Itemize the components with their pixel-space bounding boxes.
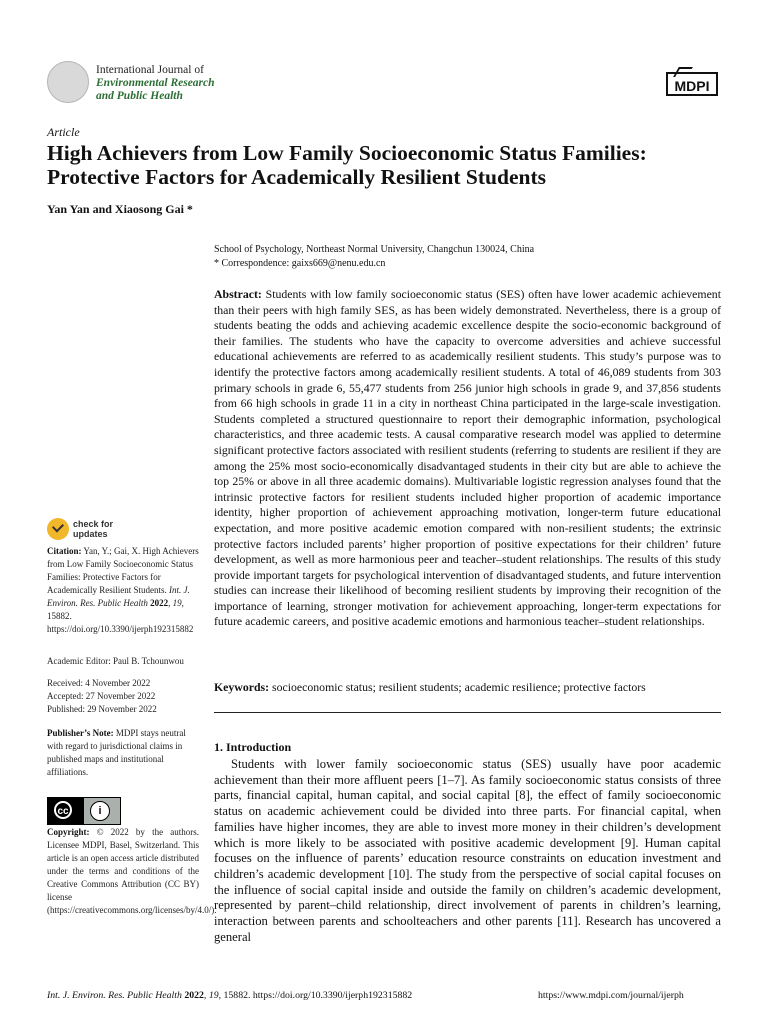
copyright-label: Copyright: [47, 827, 90, 837]
footer-journal-url[interactable]: https://www.mdpi.com/journal/ijerph [538, 990, 684, 1001]
citation-label: Citation: [47, 546, 82, 556]
footer-doi[interactable]: , 15882. https://doi.org/10.3390/ijerph192315882 [218, 990, 413, 1001]
journal-name-line1: International Journal of [96, 64, 204, 76]
journal-name[interactable] [96, 64, 215, 103]
article-type: Article [47, 125, 80, 139]
citation-text: Yan, Y.; Gai, X. High Achievers from Low Family Socioeconomic Status Families: Protective Factors for Academically Resilient Students. [47, 546, 199, 595]
footer-volume: 19 [208, 990, 219, 1001]
check-updates-icon [47, 518, 69, 540]
section-divider [214, 712, 721, 713]
accepted-date: Accepted: 27 November 2022 [47, 691, 156, 701]
abstract-text: Students with low family socioeconomic status (SES) often have lower academic achievement than their peers with high family SES, as has been widely demonstrated. Nevertheless, there is a group of students beating the odds and achieving academic excellence despite the socio-economic background of their families. The students who have the capacity to overcome adversities and achieve successful educational achievements are referred to as academically resilient students. This study’s purpose was to identify the protective factors among academically resilient students. A total of 46,089 students from 303 primary schools in grade 6, 55,477 students from 256 junior high schools in grade 9, and 37,856 students from 66 high schools in grade 11 in a city in northeast China participated in the large-scale investigation. Students completed a structured questionnaire to report their demographic information, psychological characteristics, and three academic tests. A causal comparative research model was applied to determine significant protective factors associated with resilient students (referring to students are resilient if they are among the 25% most socio-economically disadvantaged students in their city but are able to achieve the top 25% or above in all three academic domains). Multivariable logistic regression analyses found that the intrinsic protective factors for resilient students included higher proportion of academic importance identity, higher proportion of achievement approaching motivation, longer-term future educational expectation, and more positive academic emotion compared with non-resilient students; the extrinsic protective factors included parents’ higher proportion of positive expectations for their children’ future development, as well as more harmonious peer and teacher–student relationships. The results of this study provide important targets for psychological intervention of disadvantaged students, and future intervention studies can increase their likelihood of becoming resilient students by improving their recognition of the importance of learning, stronger motivation for achievement approaching, longer-term expectations for future academic careers, and positive academic emotions and harmonious teacher–student relationships. [214, 287, 721, 629]
journal-logo [47, 61, 89, 103]
title-line2: Protective Factors for Academically Resilient Students [47, 165, 546, 189]
citation-volume: 19 [172, 598, 182, 608]
publisher-note-text: MDPI stays neutral with regard to jurisdictional claims in published maps and institutional affiliations. [47, 728, 186, 777]
publisher-note-label: Publisher’s Note: [47, 728, 114, 738]
publisher-note [47, 727, 199, 779]
dates [47, 677, 199, 716]
keywords-text: socioeconomic status; resilient students; academic resilience; protective factors [272, 680, 646, 694]
keywords-label: Keywords: [214, 680, 270, 694]
journal-name-line3: and Public Health [96, 90, 183, 102]
citation-year: 2022 [150, 598, 169, 608]
affiliation-block [214, 243, 534, 271]
check-updates-line2: updates [73, 529, 108, 539]
mdpi-logo[interactable]: MDPI [666, 72, 718, 96]
correspondence[interactable]: * Correspondence: gaixs669@nenu.edu.cn [214, 258, 386, 269]
citation-doi[interactable]: , 15882. https://doi.org/10.3390/ijerph192315882 [47, 598, 194, 634]
article-title [47, 141, 737, 189]
received-date: Received: 4 November 2022 [47, 678, 151, 688]
copyright [47, 826, 217, 917]
check-updates-label [73, 519, 113, 539]
footer-journal: Int. J. Environ. Res. Public Health [47, 990, 182, 1001]
cc-icon: cc [54, 801, 72, 819]
introduction-body [214, 757, 721, 945]
abstract [214, 287, 721, 630]
citation-journal: Int. J. Environ. Res. Public Health [47, 585, 190, 608]
footer-citation: Int. J. Environ. Res. Public Health 2022, 19, 15882. https://doi.org/10.3390/ijerph192315882 [47, 990, 413, 1001]
authors[interactable]: Yan Yan and Xiaosong Gai * [47, 202, 193, 216]
check-for-updates-button[interactable] [47, 518, 187, 542]
title-line1: High Achievers from Low Family Socioeconomic Status Families: [47, 141, 647, 165]
cc-by-license-badge[interactable] [47, 797, 121, 825]
footer-year: 2022 [184, 990, 204, 1001]
attribution-icon: i [90, 801, 110, 821]
check-updates-line1: check for [73, 519, 114, 529]
citation: Citation: Yan, Y.; Gai, X. High Achievers from Low Family Socioeconomic Status Families: Protective Factors for Academically Resilient Students. Int. J. Environ. Res. Public Health 2022, 19, 15882. https://doi.org/10.3390/ijerph192315882 [47, 546, 199, 634]
affiliation: School of Psychology, Northeast Normal University, Changchun 130024, China [214, 244, 535, 255]
abstract-label: Abstract: [214, 287, 262, 301]
keywords [214, 680, 721, 695]
published-date: Published: 29 November 2022 [47, 704, 157, 714]
section-heading-introduction: 1. Introduction [214, 740, 292, 754]
copyright-text: © 2022 by the authors. Licensee MDPI, Basel, Switzerland. This article is an open access article distributed under the terms and conditions of the Creative Commons Attribution (CC BY) license (https://creativecommons.org/licenses/by/4.0/). [47, 827, 217, 915]
academic-editor: Academic Editor: Paul B. Tchounwou [47, 656, 184, 666]
journal-name-line2: Environmental Research [96, 77, 215, 89]
introduction-paragraph: Students with lower family socioeconomic status (SES) usually have poor academic achievement than their more affluent peers [1–7]. As family socioeconomic status consists of three parts, financial capital, human capital, and social capital [8], the effect of family socioeconomic status on academic achievement could be divided into three parts. For financial capital, when families have higher incomes, they are able to invest more money in their children’s development which is more likely to be associated with positive academic development [9]. Human capital focuses on the influence of parents’ education resource constraints on education investment and children’s academic development [10]. The study from the perspective of social capital focuses on the influence of social capital inside and outside the family on children’s academic development, represented by parent–child relationship, direct involvement of parents in children’s learning, interaction between parents and schoolteachers and other parents [11]. Research has uncovered a general [214, 757, 721, 944]
